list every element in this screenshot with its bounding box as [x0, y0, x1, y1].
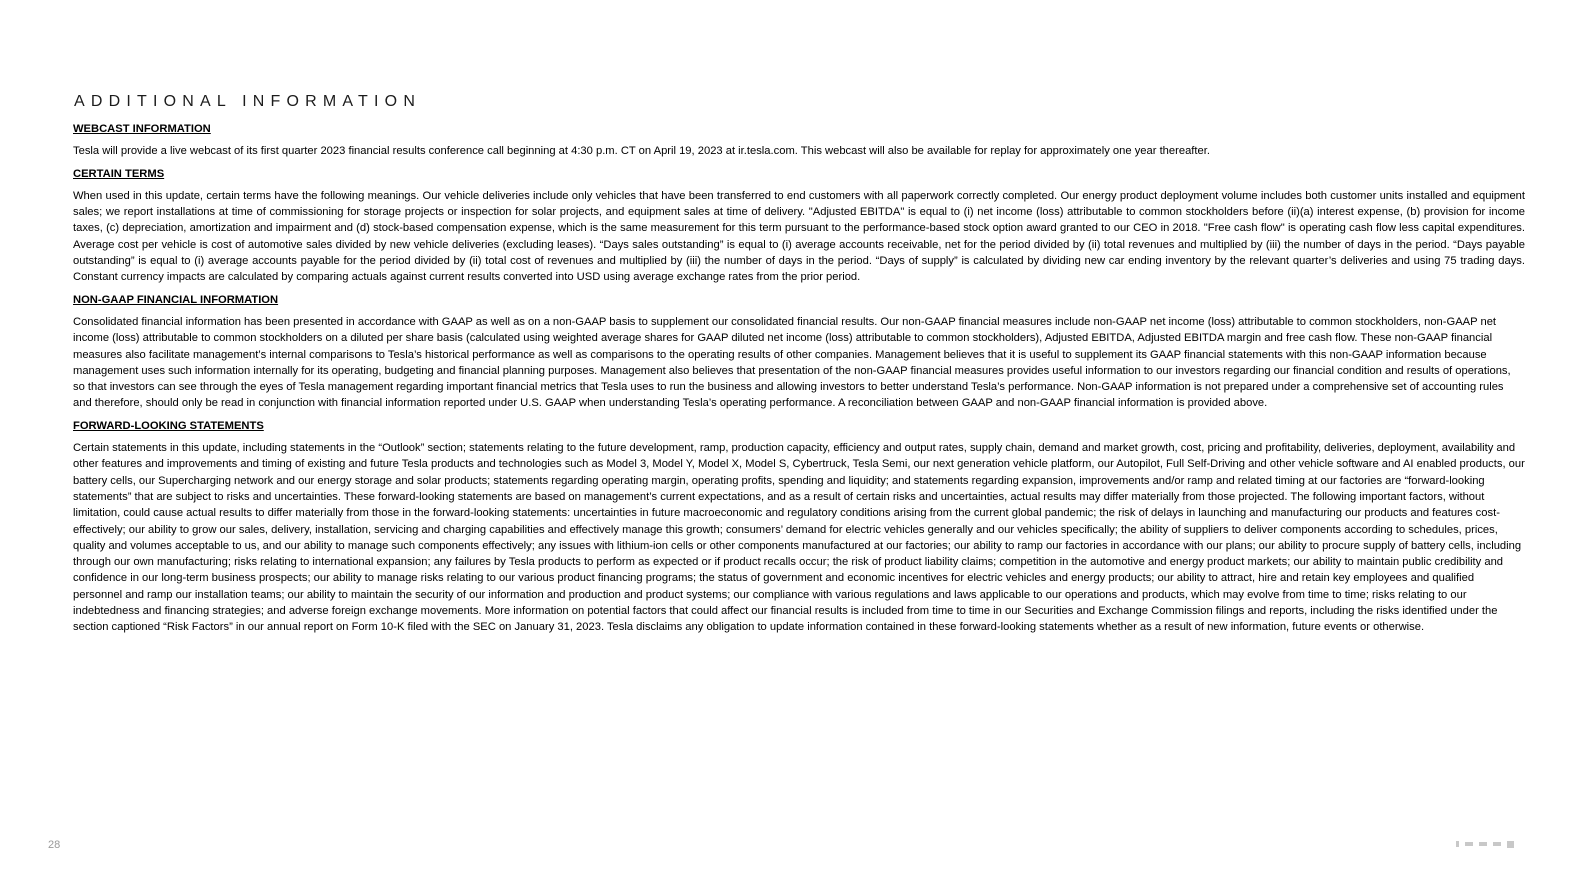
section-certain-terms	[73, 166, 1525, 286]
section-body: Consolidated financial information has been presented in accordance with GAAP as well as on a non-GAAP basis to supplement our consolidated financial results. Our non-GAAP financial measures include non-GAAP net income (loss) attributable to common stockholders, non-GAAP net income (loss) attributable to common stockholders on a diluted per share basis (calculated using weighted average shares for GAAP diluted net income (loss) attributable to common stockholders), Adjusted EBITDA, Adjusted EBITDA margin and free cash flow. These non-GAAP financial measures also facilitate management’s internal comparisons to Tesla’s historical performance as well as comparisons to the operating results of other companies. Management believes that it is useful to supplement its GAAP financial statements with this non-GAAP information because management uses such information internally for its operating, budgeting and financial planning purposes. Management also believes that presentation of the non-GAAP financial measures provides useful information to our investors regarding our financial condition and results of operations, so that investors can see through the eyes of Tesla management regarding important financial metrics that Tesla uses to run the business and allowing investors to better understand Tesla’s performance. Non-GAAP information is not prepared under a comprehensive set of accounting rules and therefore, should only be read in conjunction with financial information reported under U.S. GAAP when understanding Tesla’s operating performance. A reconciliation between GAAP and non-GAAP financial information is provided above.	[73, 315, 1511, 410]
section-heading: FORWARD-LOOKING STATEMENTS	[73, 419, 264, 432]
document-body	[73, 121, 1525, 642]
section-forward-looking-statements	[73, 418, 1525, 636]
section-body: Tesla will provide a live webcast of its first quarter 2023 financial results conference call beginning at 4:30 p.m. CT on April 19, 2023 at ir.tesla.com. This webcast will also be available for replay for approximately one year thereafter.	[73, 145, 1210, 158]
page-number: 28	[48, 839, 61, 851]
section-body: When used in this update, certain terms have the following meanings. Our vehicle deliveries include only vehicles that have been transferred to end customers with all paperwork correctly completed. Our energy product deployment volume includes both customer units installed and equipment sales; we report installations at time of commissioning for storage projects or inspection for solar projects, and equipment sales at time of delivery. "Adjusted EBITDA" is equal to (i) net income (loss) attributable to common stockholders before (ii)(a) interest expense, (b) provision for income taxes, (c) depreciation, amortization and impairment and (d) stock-based compensation expense, which is the same measurement for this term pursuant to the performance-based stock option award granted to our CEO in 2018. "Free cash flow" is operating cash flow less capital expenditures. Average cost per vehicle is cost of automotive sales divided by new vehicle deliveries (excluding leases). “Days sales outstanding” is equal to (i) average accounts receivable, net for the period divided by (ii) total revenues and multiplied by (iii) the number of days in the period. “Days payable outstanding” is equal to (i) average accounts payable for the period divided by (ii) total cost of revenues and multiplied by (iii) the number of days in the period. “Days of supply” is calculated by dividing new car ending inventory by the relevant quarter’s deliveries and using 75 trading days. Constant currency impacts are calculated by comparing actuals against current results converted into USD using average exchange rates from the prior period.	[73, 189, 1525, 284]
section-body: Certain statements in this update, including statements in the “Outlook” section; statements relating to the future development, ramp, production capacity, efficiency and output rates, supply chain, demand and market growth, cost, pricing and profitability, deliveries, deployment, availability and other features and improvements and timing of existing and future Tesla products and technologies such as Model 3, Model Y, Model X, Model S, Cybertruck, Tesla Semi, our next generation vehicle platform, our Autopilot, Full Self-Driving and other vehicle software and AI enabled products, our battery cells, our Supercharging network and our energy storage and solar products; statements regarding operating margin, operating profits, spending and liquidity; and statements regarding expansion, improvements and/or ramp and related timing at our factories are “forward-looking statements” that are subject to risks and uncertainties. These forward-looking statements are based on management’s current expectations, and as a result of certain risks and uncertainties, actual results may differ materially from those projected. The following important factors, without limitation, could cause actual results to differ materially from those in the forward-looking statements: uncertainties in future macroeconomic and regulatory conditions arising from the current global pandemic; the risk of delays in launching and manufacturing our products and features cost-effectively; our ability to grow our sales, delivery, installation, servicing and charging capabilities and effectively manage this growth; consumers’ demand for electric vehicles generally and our vehicles specifically; the ability of suppliers to deliver components according to schedules, prices, quality and volumes acceptable to us, and our ability to manage such components effectively; any issues with lithium-ion cells or other components manufactured at our factories; our ability to ramp our factories in accordance with our plans; our ability to procure supply of battery cells, including through our own manufacturing; risks relating to international expansion; any failures by Tesla products to perform as expected or if product recalls occur; the risk of product liability claims; competition in the automotive and energy product markets; our ability to maintain public credibility and confidence in our long-term business prospects; our ability to manage risks relating to our various product financing programs; the status of government and economic incentives for electric vehicles and energy products; our ability to attract, hire and retain key employees and qualified personnel and ramp our installation teams; our ability to maintain the security of our information and production and product systems; our compliance with various regulations and laws applicable to our operations and products, which may evolve from time to time; risks relating to our indebtedness and financing strategies; and adverse foreign exchange movements. More information on potential factors that could affect our financial results is included from time to time in our Securities and Exchange Commission filings and reports, including the risks identified under the section captioned “Risk Factors” in our annual report on Form 10-K filed with the SEC on January 31, 2023. Tesla disclaims any obligation to update information contained in these forward-looking statements whether as a result of new information, future events or otherwise.	[73, 442, 1525, 634]
section-heading: WEBCAST INFORMATION	[73, 123, 211, 135]
section-heading: CERTAIN TERMS	[73, 167, 165, 180]
section-webcast-information	[73, 121, 1525, 160]
tesla-logo-icon	[1456, 839, 1514, 849]
page-title: ADDITIONAL INFORMATION	[74, 92, 422, 110]
section-non-gaap-financial-information	[73, 292, 1525, 412]
section-heading: NON-GAAP FINANCIAL INFORMATION	[73, 293, 279, 306]
